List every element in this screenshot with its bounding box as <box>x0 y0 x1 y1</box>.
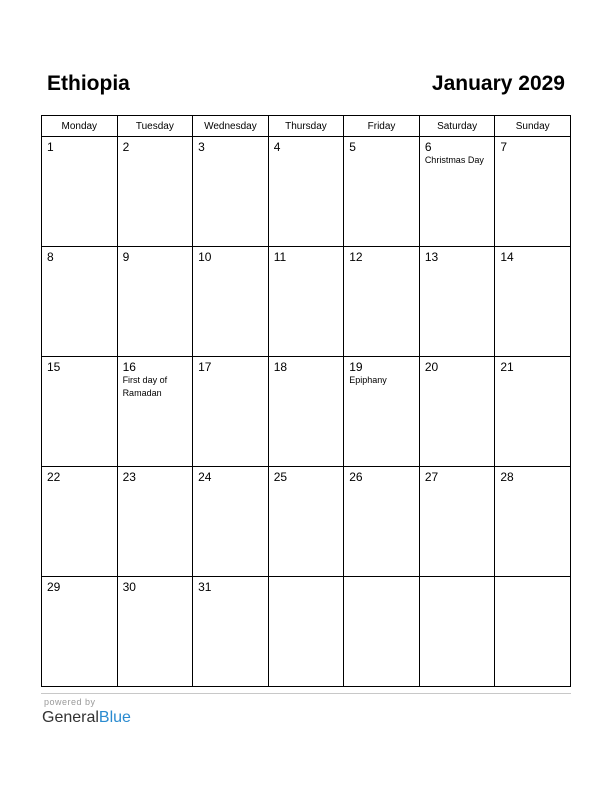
day-cell <box>344 137 420 247</box>
day-number: 18 <box>273 360 288 374</box>
day-cell <box>495 467 571 577</box>
weekday-header: Wednesday <box>193 116 269 137</box>
day-cell <box>193 357 269 467</box>
calendar-grid <box>41 115 571 687</box>
holiday-label: Epiphany <box>349 375 387 385</box>
day-number: 29 <box>47 580 61 594</box>
country-title: Ethiopia <box>47 72 130 95</box>
day-cell <box>193 137 269 247</box>
brand-name-general: General <box>42 709 99 726</box>
day-cell <box>344 577 420 687</box>
day-number: 2 <box>122 140 130 154</box>
day-number: 28 <box>500 470 514 484</box>
day-cell <box>495 137 571 247</box>
brand-logo[interactable] <box>42 708 131 728</box>
week-row <box>42 467 571 577</box>
day-cell <box>495 357 571 467</box>
day-cell <box>495 247 571 357</box>
month-title: January 2029 <box>431 72 565 95</box>
week-row <box>42 577 571 687</box>
day-cell <box>193 247 269 357</box>
weekday-header: Thursday <box>268 116 344 137</box>
day-number: 13 <box>424 250 439 264</box>
day-number <box>420 577 495 580</box>
day-number <box>269 577 344 580</box>
day-cell <box>268 137 344 247</box>
day-cell <box>117 577 193 687</box>
day-cell <box>42 247 118 357</box>
day-number <box>495 577 570 580</box>
day-cell <box>193 577 269 687</box>
day-number: 1 <box>47 140 54 154</box>
holiday-label: Christmas Day <box>424 155 484 165</box>
day-number: 14 <box>500 250 514 264</box>
day-number: 31 <box>198 580 212 594</box>
holiday-label: First day of Ramadan <box>122 375 168 398</box>
day-cell <box>268 357 344 467</box>
day-number: 24 <box>198 470 212 484</box>
week-row <box>42 357 571 467</box>
day-number: 9 <box>122 250 130 264</box>
weekday-header: Friday <box>344 116 420 137</box>
day-cell <box>344 247 420 357</box>
day-cell <box>117 247 193 357</box>
day-cell <box>419 577 495 687</box>
day-number: 23 <box>122 470 136 484</box>
footer-divider <box>41 693 571 694</box>
day-number: 21 <box>500 360 514 374</box>
day-number <box>344 577 419 580</box>
day-cell <box>268 577 344 687</box>
day-number: 30 <box>122 580 136 594</box>
day-number: 12 <box>349 250 363 264</box>
day-number: 19 <box>349 360 363 374</box>
day-cell <box>268 467 344 577</box>
brand-name-blue: Blue <box>98 709 131 726</box>
day-number: 22 <box>47 470 61 484</box>
day-number: 5 <box>349 140 356 154</box>
day-cell <box>419 137 495 247</box>
day-number: 27 <box>424 470 439 484</box>
day-number: 4 <box>273 140 281 154</box>
day-cell <box>344 467 420 577</box>
day-number: 26 <box>349 470 363 484</box>
day-cell <box>42 467 118 577</box>
day-cell <box>42 137 118 247</box>
weekday-header: Monday <box>42 116 118 137</box>
day-cell <box>193 467 269 577</box>
week-row <box>42 137 571 247</box>
day-number: 15 <box>47 360 61 374</box>
day-number: 10 <box>198 250 212 264</box>
day-number: 25 <box>273 470 288 484</box>
day-number: 17 <box>198 360 212 374</box>
day-number: 8 <box>47 250 54 264</box>
week-row <box>42 247 571 357</box>
day-number: 20 <box>424 360 439 374</box>
powered-by-label: powered by <box>44 697 96 707</box>
weekday-header-row <box>42 116 571 137</box>
weekday-header: Saturday <box>419 116 495 137</box>
day-number: 3 <box>198 140 205 154</box>
day-cell <box>495 577 571 687</box>
day-cell <box>419 247 495 357</box>
day-cell <box>419 357 495 467</box>
weekday-header: Sunday <box>495 116 571 137</box>
day-cell <box>117 357 193 467</box>
day-number: 11 <box>273 250 287 264</box>
day-cell <box>42 577 118 687</box>
day-cell <box>344 357 420 467</box>
day-number: 16 <box>122 360 136 374</box>
day-cell <box>117 137 193 247</box>
day-cell <box>117 467 193 577</box>
day-cell <box>268 247 344 357</box>
day-cell <box>42 357 118 467</box>
weekday-header: Tuesday <box>117 116 193 137</box>
day-number: 6 <box>424 140 432 154</box>
day-cell <box>419 467 495 577</box>
day-number: 7 <box>500 140 508 154</box>
